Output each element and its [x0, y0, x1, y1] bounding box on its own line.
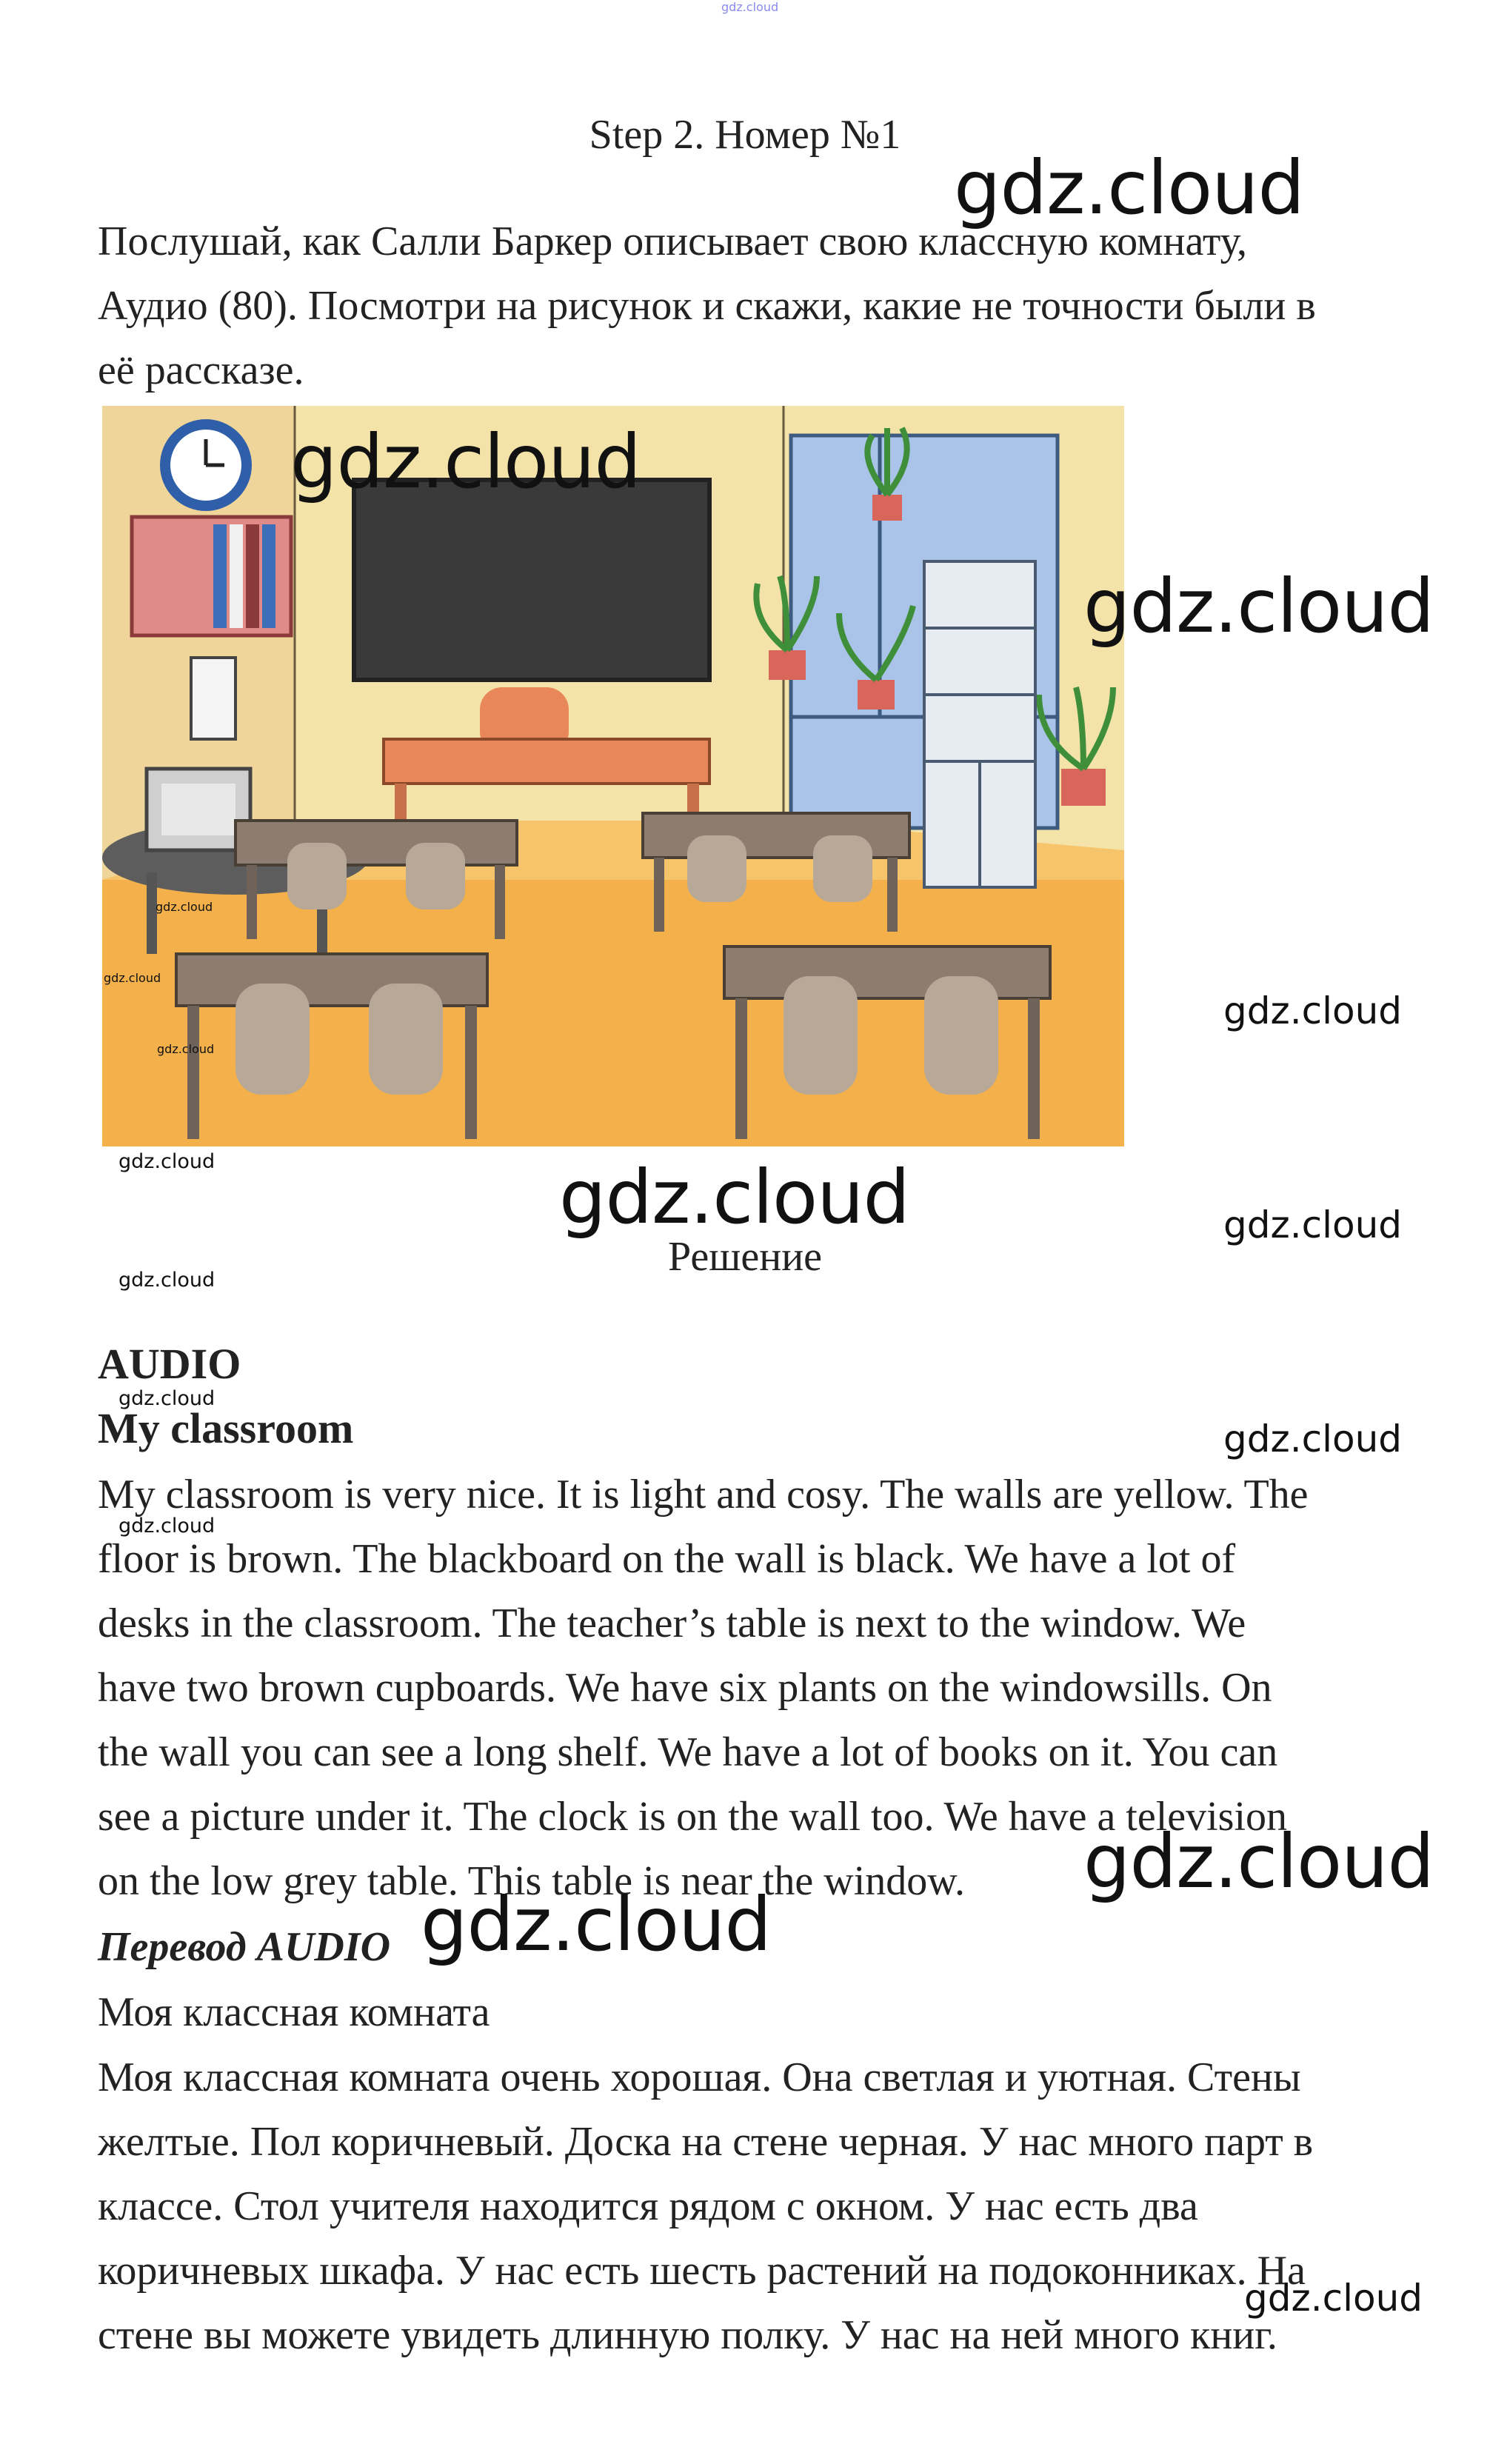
task-line: Аудио (80). Посмотри на рисунок и скажи, какие не точности были в: [98, 283, 1316, 329]
watermark: gdz.cloud: [1223, 1203, 1403, 1246]
audio-line: My classroom is very nice. It is light and cosy. The walls are yellow. The: [98, 1472, 1309, 1518]
solution-label: Решение: [667, 1234, 823, 1280]
translation-line: желтые. Пол коричневый. Доска на стене черная. У нас много парт в: [98, 2119, 1314, 2165]
watermark: gdz.cloud: [954, 144, 1305, 231]
audio-line: desks in the classroom. The teacher’s table is next to the window. We: [98, 1600, 1246, 1646]
audio-line: the wall you can see a long shelf. We have a lot of books on it. You can: [98, 1729, 1278, 1775]
watermark: gdz.cloud: [559, 1154, 910, 1241]
watermark: gdz.cloud: [421, 1881, 772, 1968]
clock-icon: [165, 424, 247, 506]
blackboard: [354, 480, 709, 680]
translation-subheading: Моя классная комната: [98, 1989, 490, 2035]
translation-text: [98, 2046, 1416, 2368]
translation-line: Моя классная комната очень хорошая. Она светлая и уютная. Стены: [98, 2054, 1301, 2100]
task-line: Послушай, как Салли Баркер описывает свою классную комнату,: [98, 218, 1248, 264]
watermark: gdz.cloud: [156, 900, 213, 914]
translation-line: стене вы можете увидеть длинную полку. У нас на ней много книг.: [98, 2312, 1277, 2358]
watermark: gdz.cloud: [118, 1387, 216, 1410]
watermark: gdz.cloud: [1223, 989, 1403, 1032]
watermark: gdz.cloud: [118, 1150, 216, 1173]
audio-line: see a picture under it. The clock is on the wall too. We have a television: [98, 1794, 1288, 1840]
watermark: gdz.cloud: [1223, 1418, 1403, 1460]
translation-line: классе. Стол учителя находится рядом с окном. У нас есть два: [98, 2183, 1198, 2229]
shelf: [132, 517, 291, 635]
task-text: [98, 210, 1416, 403]
audio-line: on the low grey table. This table is near the window.: [98, 1858, 966, 1904]
watermark: gdz.cloud: [1083, 563, 1434, 650]
audio-heading: AUDIO: [98, 1340, 241, 1388]
task-line: её рассказе.: [98, 347, 304, 393]
page-title: Step 2. Номер №1: [589, 112, 901, 158]
picture: [191, 658, 235, 739]
watermark: gdz.cloud: [1244, 2277, 1423, 2320]
watermark: gdz.cloud: [118, 1515, 216, 1538]
translation-line: коричневых шкафа. У нас есть шесть растений на подоконниках. На: [98, 2248, 1306, 2294]
audio-line: floor is brown. The blackboard on the wall is black. We have a lot of: [98, 1536, 1236, 1582]
watermark: gdz.cloud: [104, 971, 161, 985]
watermark: gdz.cloud: [157, 1042, 215, 1056]
watermark: gdz.cloud: [118, 1269, 216, 1292]
watermark: gdz.cloud: [290, 418, 641, 505]
classroom-illustration: [102, 406, 1124, 1146]
watermark-top: gdz.cloud: [721, 0, 779, 14]
watermark: gdz.cloud: [1083, 1818, 1434, 1905]
translation-heading: Перевод AUDIO: [98, 1924, 391, 1970]
audio-line: have two brown cupboards. We have six plants on the windowsills. On: [98, 1665, 1272, 1711]
audio-subheading: My classroom: [98, 1404, 354, 1452]
